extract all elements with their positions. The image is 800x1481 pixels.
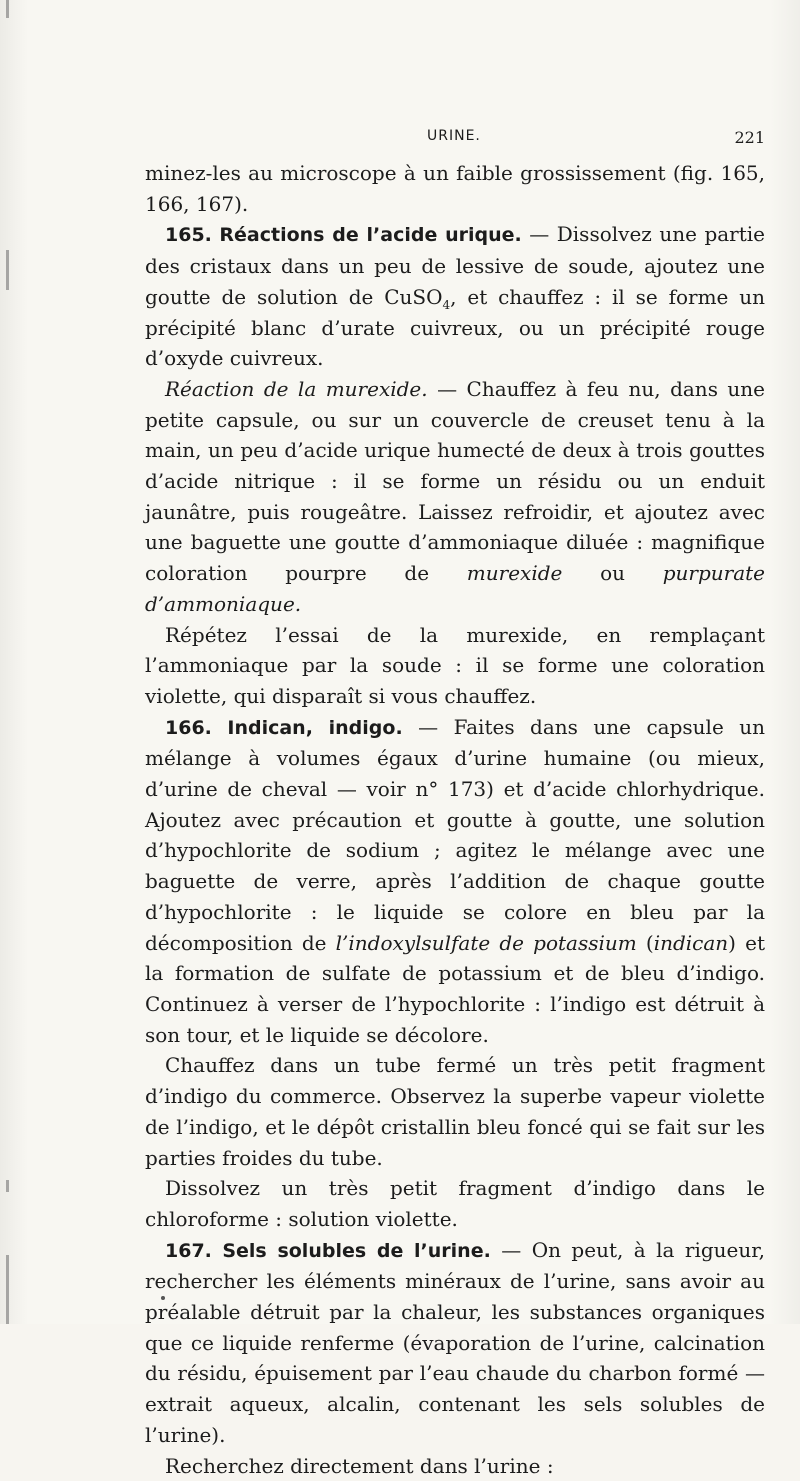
paragraph-text: ou — [562, 561, 663, 586]
page-header — [145, 128, 765, 152]
paragraph-text: — Faites dans une capsule un mélange à volumes égaux d’urine humaine (ou mieux, d’urine de cheval — voir n° 173) et d’acide chlorhydrique. Ajoutez avec précaution et goutte à goutte, une solution d’hypochlorite de sodium ; agitez le mélange avec une baguette de verre, après l’addition de chaque goutte d’hypochlorite : le liquide se colore en bleu par la décomposition de — [145, 714, 766, 955]
paragraph-text: — Chauffez à feu nu, dans une petite capsule, ou sur un couvercle de creuset tenu à la main, un peu d’acide urique humecté de deux à trois gouttes d’acide nitrique : il se forme un résidu ou un enduit jaunâtre, puis rougeâtre. Laissez refroidir, et ajoutez avec une baguette une goutte d’ammoniaque diluée : magnifique coloration pourpre de — [145, 376, 766, 586]
section-165 — [145, 219, 765, 374]
scan-edge-mark — [6, 0, 9, 18]
paragraph-text: minez-les au microscope à un faible grossissement (fig. 165, 166, 167). — [145, 161, 765, 216]
scan-edge-mark — [6, 1180, 9, 1192]
paragraph-continuation — [145, 158, 765, 219]
paragraph-text: , et chauffez : il se forme un précipité blanc d’urate cuivreux, ou un précipité rouge d’oxyde cuivreux. — [145, 284, 766, 371]
paragraph-text: Chauffez dans un tube fermé un très petit fragment d’indigo du commerce. Observez la superbe vapeur violette de l’indigo, et le dépôt cristallin bleu foncé qui se fait sur les parties froides du tube. — [145, 1053, 765, 1170]
paragraph-search — [145, 1451, 765, 1481]
running-head: URINE. — [427, 128, 481, 144]
section-166 — [145, 712, 765, 1051]
italic-term: murexide — [466, 561, 563, 586]
scan-edge-mark — [6, 250, 9, 290]
paragraph-repeat — [145, 620, 765, 712]
paragraph-text: Dissolvez un très petit fragment d’indigo dans le chloroforme : solution violette. — [145, 1176, 765, 1231]
murexide-reaction — [145, 374, 765, 620]
paragraph-text: Recherchez directement dans l’urine : — [165, 1453, 554, 1478]
print-speck — [161, 1296, 165, 1300]
italic-term: l’indoxylsulfate de potassium — [335, 930, 637, 955]
scan-edge-mark — [6, 1255, 9, 1324]
paragraph-dissolve — [145, 1173, 765, 1234]
paragraph-text: Répétez l’essai de la murexide, en remplaçant l’ammoniaque par la soude : il se forme une coloration violette, qui disparaît si vous chauffez. — [145, 622, 765, 708]
paragraph-text: ( — [636, 930, 654, 955]
page-number: 221 — [734, 128, 765, 147]
paragraph-text: ) et la formation de sulfate de potassium et de bleu d’indigo. Continuez à verser de l’hypochlorite : l’indigo est détruit à son tour, et le liquide se décolore. — [145, 930, 765, 1047]
italic-term: indican — [653, 930, 729, 955]
italic-term: purpurate d’ammoniaque. — [145, 561, 766, 616]
paragraph-heat — [145, 1050, 765, 1173]
section-number: 165. — [165, 224, 212, 247]
paragraph-text: — Dissolvez une partie des cristaux dans un peu de lessive de soude, ajoutez une goutte de solution de CuSO — [145, 222, 765, 309]
section-title: Sels solubles de l’urine. — [222, 1239, 491, 1262]
section-title: Réactions de l’acide urique. — [219, 224, 522, 247]
subsection-title: Réaction de la murexide. — [165, 376, 428, 401]
section-number: 167. — [165, 1239, 212, 1262]
paragraph-text: — On peut, à la rigueur, rechercher les éléments minéraux de l’urine, sans avoir au préalable détruit par la chaleur, les substances organiques que ce liquide renferme (évaporation de l’urine, calcination du résidu, épuisement par l’eau chaude du charbon formé — extrait aqueux, alcalin, contenant les sels solubles de l’urine). — [145, 1237, 765, 1447]
section-title: Indican, indigo. — [227, 716, 403, 739]
section-number: 166. — [165, 716, 212, 739]
subscript: 4 — [442, 297, 451, 312]
section-167 — [145, 1235, 765, 1451]
body-text — [145, 158, 765, 1481]
